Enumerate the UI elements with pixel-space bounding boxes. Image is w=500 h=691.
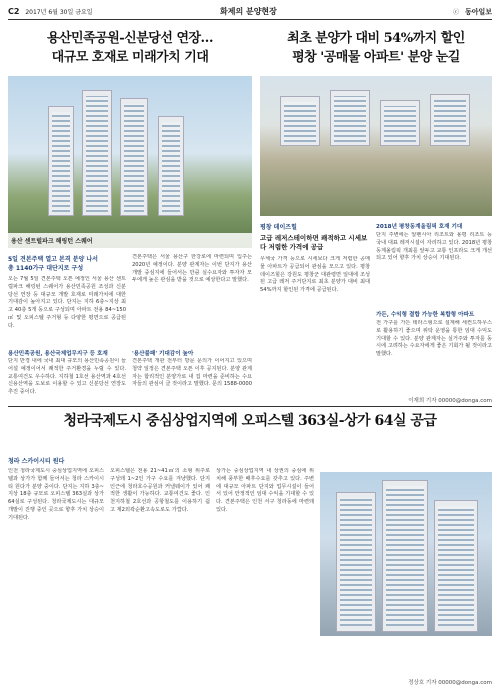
article2-body-b: 단지 주변에는 알펜시아 리조트와 용평 리조트 등 국내 대표 레저시설이 자리하고 있다. 2018년 평창동계올림픽 개최를 앞두고 교통 인프라도 크게 개선되고 있어 향후 가치 상승이 기대된다. <box>376 232 492 262</box>
article1-body-a: 오는 7월 5일 견본주택 오픈 예정인 서울 용산 센트럴파크 해링턴 스퀘어가 용산민족공원 조성과 신분당선 연장 등 대규모 개발 호재로 미래가치에 대한 기대감이 높아지고 있다. 단지는 지하 6층~지상 최고 40층 5개 동으로 구성되며 아파트 전용 84~150㎡ 및 오피스텔 주거형 등 다양한 평면으로 공급된다. <box>8 276 126 329</box>
header-rule <box>8 19 492 20</box>
article2-byline: 이재희 기자 00000@donga.com <box>408 398 492 404</box>
article2-subhead-a: 2018년 평창동계올림픽 호재 기대 <box>376 224 463 230</box>
article3-photo <box>320 472 492 636</box>
article2-body-c: 전 가구를 가든 테라스형으로 설계해 세컨드하우스로 활용하기 좋으며 위탁 운영을 통한 임대 수익도 기대할 수 있다. 분양 관계자는 실거주와 투자를 동시에 고려하는 수요자에게 좋은 기회가 될 것이라고 말했다. <box>376 320 492 358</box>
page-number: C2 <box>8 7 20 16</box>
article3-body-c: 상가는 중심상업지역 내 상권의 중심에 위치해 풍부한 배후수요를 갖추고 있다. 주변에 대규모 아파트 단지와 업무시설이 들어서 있어 안정적인 임대 수익을 기대할 수 있다. 견본주택은 인천 서구 청라동에 마련돼 있다. <box>216 468 314 513</box>
article3-body-a: 인천 청라국제도시 중심상업지역에 오피스텔과 상가가 함께 들어서는 청라 스카이시티 원다가 분양 중이다. 단지는 지하 3층~지상 18층 규모로 오피스텔 363실과 상가 64실로 구성된다. 청라국제도시는 대규모 개발이 진행 중인 곳으로 향후 가치 상승이 기대된다. <box>8 468 104 521</box>
issue-date: 2017년 6월 30일 금요일 <box>25 9 93 16</box>
brand-mark: ⓒ <box>453 9 460 16</box>
article3-headline: 청라국제도시 중심상업지역에 오피스텔 363실-상가 64실 공급 <box>63 413 437 429</box>
article3-body-b: 오피스텔은 전용 21~41㎡의 소형 위주로 구성돼 1~2인 가구 수요를 겨냥했다. 단지 인근에 청라호수공원과 커낼웨이가 있어 쾌적한 생활이 가능하다. 교통여건도 좋다. 인천지하철 2호선과 공항철도를 이용하기 쉽고 제2외곽순환고속도로도 가깝다. <box>110 468 210 513</box>
article1-body-c: 견본주택은 서울 용산구 한강로에 마련되며 입주는 2020년 예정이다. 분양 관계자는 이번 단지가 용산 개발 중심지에 들어서는 만큼 실수요자와 투자자 모두에게 높은 관심을 받을 것으로 예상한다고 말했다. <box>132 254 252 284</box>
article3-byline: 정상호 기자 00000@donga.com <box>408 680 492 686</box>
article1-subhead-a: 용산민족공원, 용산국제업무지구 등 호재 <box>8 351 108 357</box>
page-header <box>8 6 492 18</box>
article2-lead: 고급 레저스테이하면 쾌적하고 시세보다 저렴한 가격에 공급 <box>260 234 368 251</box>
article1-kicker: 5일 견본주택 열고 본격 분양 나서 <box>8 256 98 263</box>
newspaper-logo: 동아일보 <box>464 7 492 16</box>
article1-photo-caption: 용산 센트럴파크 해링턴 스퀘어 <box>8 233 252 248</box>
article1-subhead-b: '용산불패' 기대감이 높아 <box>132 351 194 357</box>
article1-headline: 용산민족공원-신분당선 연장… 대규모 호재로 미래가치 기대 <box>46 31 214 65</box>
article2-photo <box>260 76 492 216</box>
section-title: 화제의 분양현장 <box>220 7 277 16</box>
article3-kicker: 청라 스카이시티 원다 <box>8 458 65 465</box>
article1-body-d: 견본주택 개관 전부터 방문 문의가 이어지고 있으며 청약 일정은 견본주택 오픈 이후 공지된다. 분양 관계자는 합리적인 분양가로 내 집 마련을 준비하는 수요자들의 관심이 클 것이라고 말했다. 문의 1588-0000 <box>132 358 252 388</box>
article2-headline: 최초 분양가 대비 54%까지 할인 평창 '공매물 아파트' 분양 눈길 <box>287 31 465 65</box>
section-rule <box>8 406 492 407</box>
article1-lead: 총 1140가구 대단지로 구성 <box>8 265 84 272</box>
article1-photo <box>8 76 252 248</box>
article2-subhead-b: 가든, 수익형 결합 가능한 복합형 아파트 <box>376 312 475 318</box>
article2-body-a: 우체국 가격 등으로 시세보다 크게 저렴한 공매물 아파트가 공급되어 관심을 모으고 있다. 평창 데이즈힐은 강원도 평창군 대관령면 일대에 조성된 고급 레저 주거단지로 최초 분양가 대비 최대 54%까지 할인된 가격에 공급된다. <box>260 256 370 294</box>
article2-kicker: 평창 데이즈힐 <box>260 224 297 231</box>
article1-body-b: 단지 반경 내에 국내 최대 규모의 용산민족공원이 들어설 예정이어서 쾌적한 주거환경을 누릴 수 있다. 교통여건도 우수하다. 지하철 1호선 용산역과 4호선 신용산역을 도보로 이용할 수 있고 신분당선 연장도 추진 중이다. <box>8 358 126 396</box>
